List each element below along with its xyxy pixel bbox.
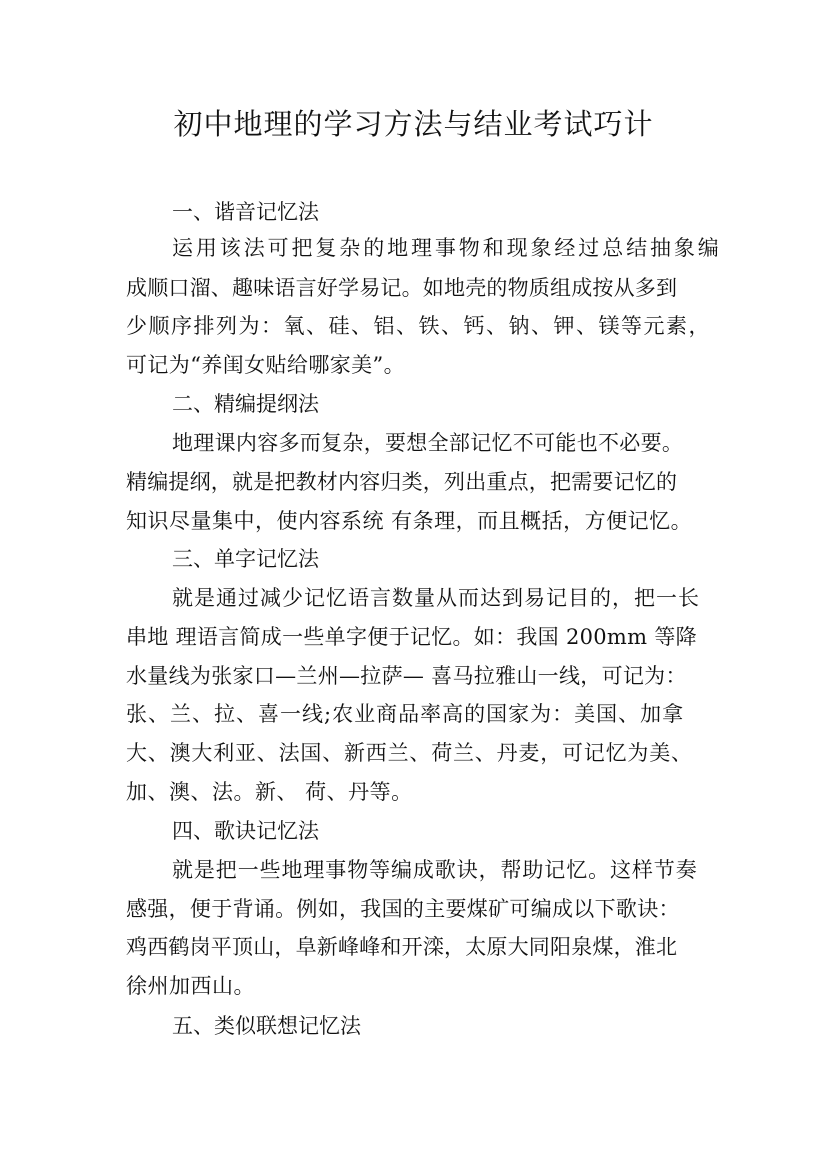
document-title: 初中地理的学习方法与结业考试巧计: [173, 107, 654, 141]
paragraph-line: 地理课内容多而复杂，要想全部记忆不可能也不必要。: [172, 431, 684, 455]
paragraph-line: 张、兰、拉、喜一线;农业商品率高的国家为：美国、加拿: [126, 702, 685, 726]
paragraph-line: 大、澳大利亚、法国、新西兰、荷兰、丹麦，可记忆为美、: [126, 741, 693, 765]
section-heading: 四、歌诀记忆法: [172, 819, 319, 843]
paragraph-line: 成顺口溜、趣味语言好学易记。如地壳的物质组成按从多到: [126, 276, 678, 300]
paragraph-line: 鸡西鹤岗平顶山，阜新峰峰和开滦，太原大同阳泉煤，淮北: [126, 935, 678, 959]
section-heading: 五、类似联想记忆法: [172, 1014, 361, 1038]
paragraph-line: 徐州加西山。: [126, 974, 255, 998]
paragraph-line: 就是通过减少记忆语言数量从而达到易记目的，把一长: [172, 586, 700, 610]
paragraph-line: 串地 理语言简成一些单字便于记忆。如：我国 200mm 等降: [126, 625, 697, 649]
paragraph-line: 加、澳、法。新、 荷、丹等。: [126, 780, 413, 804]
paragraph-line: 感强，便于背诵。例如，我国的主要煤矿可编成以下歌诀：: [126, 897, 680, 921]
paragraph-line: 水量线为张家口—兰州—拉萨— 喜马拉雅山一线，可记为：: [126, 664, 687, 688]
paragraph-line: 可记为“养闺女贴给哪家美”。: [126, 353, 406, 377]
section-heading: 一、谐音记忆法: [172, 200, 319, 224]
section-heading: 二、精编提纲法: [172, 392, 319, 416]
paragraph-line: 知识尽量集中，使内容系统 有条理，而且概括，方便记忆。: [126, 509, 693, 533]
section-heading: 三、单字记忆法: [172, 547, 319, 571]
paragraph-line: 就是把一些地理事物等编成歌诀，帮助记忆。这样节奏: [172, 858, 698, 882]
paragraph-line: 运用该法可把复杂的地理事物和现象经过总结抽象编: [172, 236, 722, 260]
paragraph-line: 少顺序排列为：氧、硅、铝、铁、钙、钠、钾、镁等元素，: [126, 314, 711, 338]
paragraph-line: 精编提纲，就是把教材内容归类，列出重点，把需要记忆的: [126, 470, 678, 494]
